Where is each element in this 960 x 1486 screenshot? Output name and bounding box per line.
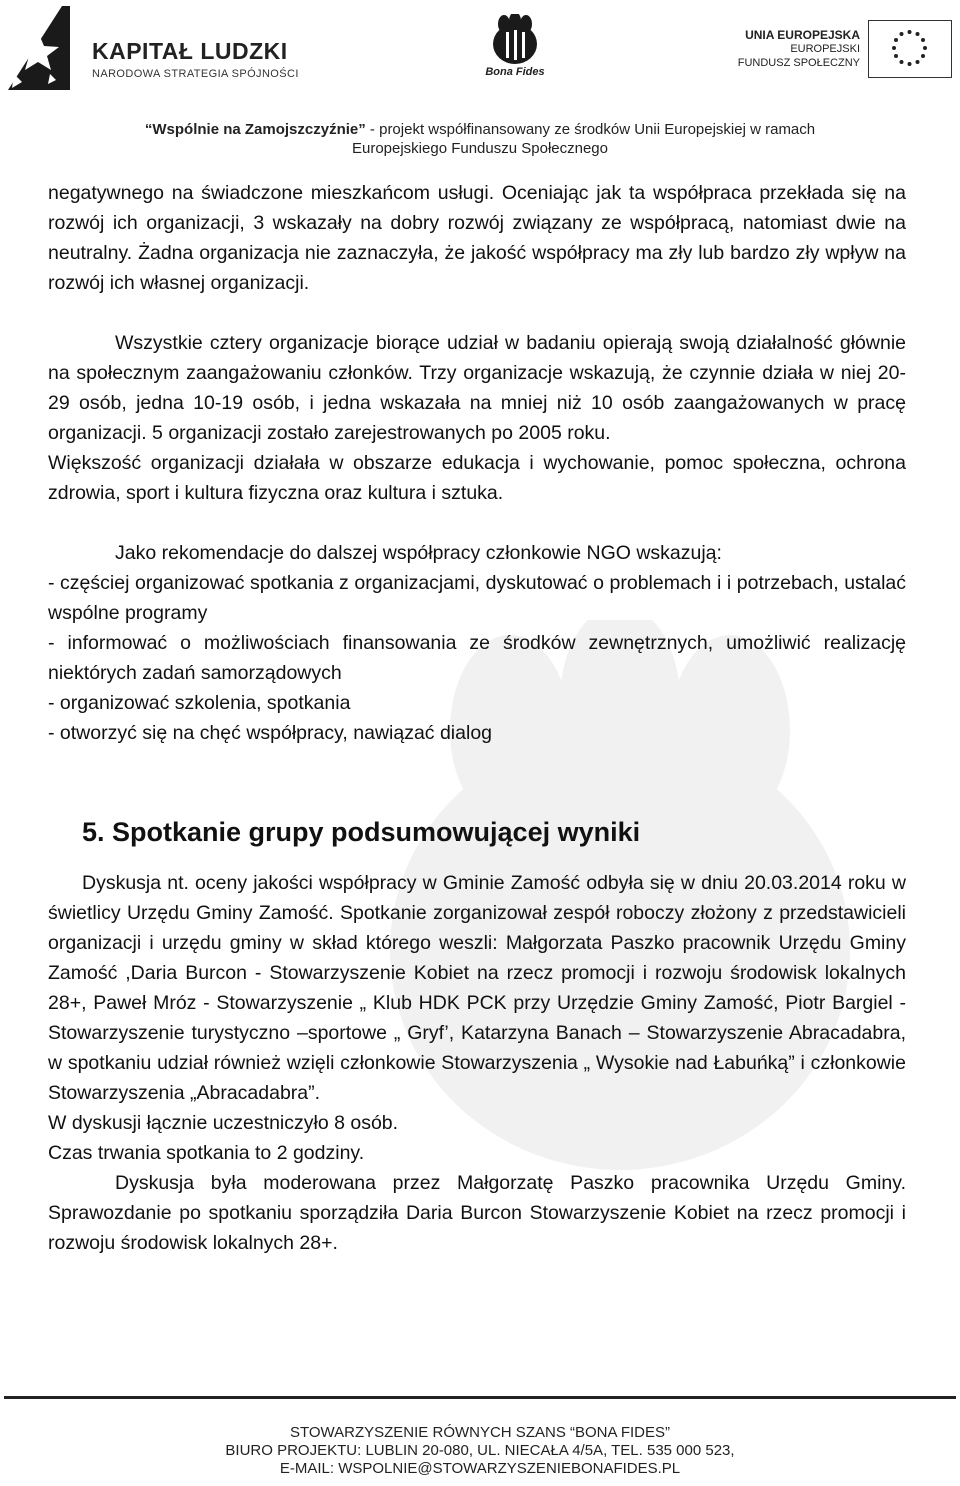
paragraph: Dyskusja była moderowana przez Małgorzatę Paszko pracownika Urzędu Gminy. Sprawozdanie po spotkaniu sporządziła Daria Burcon Stowarzyszenie Kobiet na rzecz promocji i rozwoju środowisk lokalnych 28+. (48, 1172, 906, 1254)
paragraph: Czas trwania spotkania to 2 godziny. (48, 1142, 365, 1164)
footer-line-2: BIURO PROJEKTU: LUBLIN 20-080, UL. NIECAŁA 4/5A, TEL. 535 000 523, (225, 1442, 735, 1459)
document-body (48, 178, 906, 1258)
kapital-ludzki-logo (4, 4, 304, 96)
paragraph: negatywnego na świadczone mieszkańcom usługi. Oceniając jak ta współpraca przekłada się na rozwój ich organizacji, 3 wskazały na dobry rozwój związany ze współpracą, natomiast dwie na neutralny. Żadna organizacja nie zaznaczyła, że jakość współpracy ma zły lub bardzo zły wpływ na rozwój ich własnej organizacji. (48, 182, 906, 294)
list-item: - otworzyć się na chęć współpracy, nawiązać dialog (48, 722, 493, 744)
kapital-ludzki-title: KAPITAŁ LUDZKI (92, 38, 288, 64)
eu-text (738, 28, 860, 70)
eu-line-1: UNIA EUROPEJSKA (745, 28, 860, 42)
paragraph: Dyskusja nt. oceny jakości współpracy w Gminie Zamość odbyła się w dniu 20.03.2014 roku w świetlicy Urzędu Gminy Zamość. Spotkanie zorganizował zespół roboczy złożony z przedstawicieli organizacji i urzędu gminy w skład którego weszli: Małgorzata Paszko pracownik Urzędu Gminy Zamość ,Daria Burcon - Stowarzyszenie Kobiet na rzecz promocji i rozwoju środowisk lokalnych 28+, Paweł Mróz - Stowarzyszenie „ Klub HDK PCK przy Urzędzie Gminy Zamość, Piotr Bargiel - Stowarzyszenie turystyczno –sportowe „ Gryf’, Katarzyna Banach – Stowarzyszenie Abracadabra, w spotkaniu udział również wzięli członkowie Stowarzyszenia „ Wysokie nad Łabuńką” i członkowie Stowarzyszenia „Abracadabra”. (48, 872, 906, 1104)
paragraph: Jako rekomendacje do dalszej współpracy członkowie NGO wskazują: (115, 542, 722, 564)
footer-divider (4, 1396, 956, 1399)
eu-logo (737, 20, 956, 80)
kapital-ludzki-subtitle: NARODOWA STRATEGIA SPÓJNOŚCI (92, 68, 299, 80)
tagline-project-name: “Wspólnie na Zamojszczyźnie” (144, 121, 366, 138)
kapital-ludzki-star-icon (4, 4, 74, 94)
list-item: - częściej organizować spotkania z organizacjami, dyskutować o problemach i i potrzebach, ustalać wspólne programy (48, 572, 906, 624)
eu-flag-icon (868, 20, 952, 78)
page-footer (0, 1424, 960, 1478)
paragraph: W dyskusji łącznie uczestniczyło 8 osób. (48, 1112, 399, 1134)
page-header (0, 0, 960, 160)
paragraph: Większość organizacji działała w obszarze edukacja i wychowanie, pomoc społeczna, ochrona zdrowia, sport i kultura fizyczna oraz kultura i sztuka. (48, 452, 906, 504)
list-item: - informować o możliwościach finansowania ze środków zewnętrznych, umożliwić realizację niektórych zadań samorządowych (48, 632, 906, 684)
tagline-text: - projekt współfinansowany ze środków Unii Europejskiej w ramach (365, 121, 816, 138)
tagline-line-2: Europejskiego Funduszu Społecznego (351, 140, 608, 157)
bona-fides-logo (480, 14, 550, 84)
footer-line-3: E-MAIL: WSPOLNIE@STOWARZYSZENIEBONAFIDES.PL (279, 1460, 681, 1477)
eu-line-2: EUROPEJSKI (790, 43, 860, 55)
project-tagline (0, 120, 960, 158)
bona-fides-name: Bona Fides (485, 66, 545, 78)
eu-line-3: FUNDUSZ SPOŁECZNY (737, 57, 860, 69)
bona-fides-emblem-icon (480, 14, 550, 66)
footer-line-1: STOWARZYSZENIE RÓWNYCH SZANS “BONA FIDES” (289, 1424, 671, 1441)
list-item: - organizować szkolenia, spotkania (48, 692, 351, 714)
paragraph: Wszystkie cztery organizacje biorące udział w badaniu opierają swoją działalność głównie na społecznym zaangażowaniu członków. Trzy organizacje wskazują, że czynnie działa w niej 20-29 osób, jedna 10-19 osób, i jedna wskazała na mniej niż 10 osób zaangażowanych w pracę organizacji. 5 organizacji zostało zarejestrowanych po 2005 roku. (48, 332, 906, 444)
section-heading: 5. Spotkanie grupy podsumowującej wyniki (82, 817, 641, 847)
